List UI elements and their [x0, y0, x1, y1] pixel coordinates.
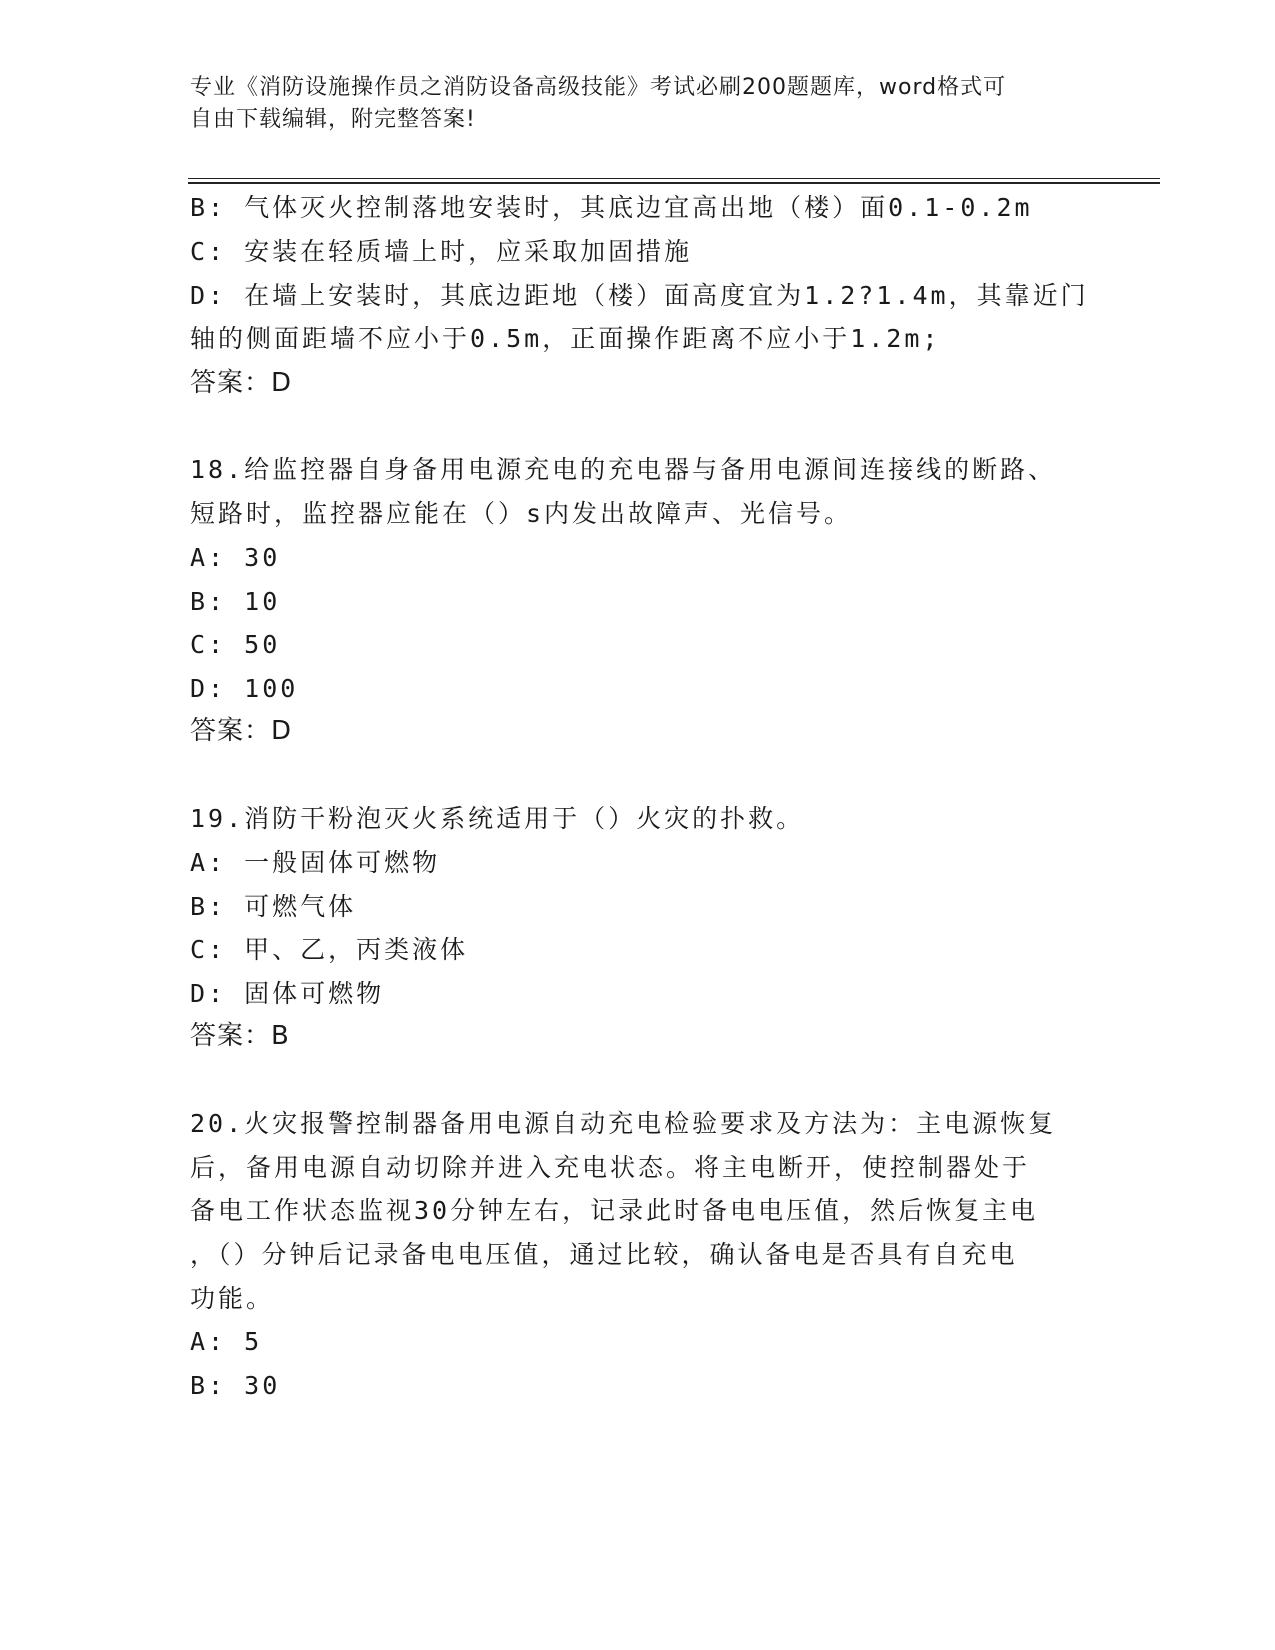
question-text-line-4: ，（）分钟后记录备电电压值，通过比较，确认备电是否具有自充电 — [190, 1240, 1018, 1269]
option-c: C: 甲、乙，丙类液体 — [190, 935, 469, 964]
option-d: D: 100 — [190, 674, 299, 703]
question-text-line-2: 短路时，监控器应能在（）s内发出故障声、光信号。 — [190, 499, 853, 528]
header-divider-thick — [188, 182, 1160, 184]
option-d-line-2: 轴的侧面距墙不应小于0.5m，正面操作距离不应小于1.2m; — [190, 324, 941, 353]
option-d: D: 固体可燃物 — [190, 979, 385, 1008]
option-a: A: 30 — [190, 543, 281, 572]
question-text-line-1: 20.火灾报警控制器备用电源自动充电检验要求及方法为：主电源恢复 — [190, 1109, 1057, 1138]
option-d-line-1: D: 在墙上安装时，其底边距地（楼）面高度宜为1.2?1.4m，其靠近门 — [190, 281, 1089, 310]
option-b: B: 气体灭火控制落地安装时，其底边宜高出地（楼）面0.1-0.2m — [190, 193, 1033, 222]
question-text-line-1: 18.给监控器自身备用电源充电的充电器与备用电源间连接线的断路、 — [190, 455, 1057, 484]
option-c: C: 50 — [190, 630, 281, 659]
answer: 答案：D — [190, 368, 293, 398]
header-line-1: 专业《消防设施操作员之消防设备高级技能》考试必刷200题题库，word格式可 — [190, 75, 1007, 100]
option-b: B: 30 — [190, 1371, 281, 1400]
answer: 答案：B — [190, 1021, 290, 1051]
option-c: C: 安装在轻质墙上时，应采取加固措施 — [190, 237, 693, 266]
option-a: A: 一般固体可燃物 — [190, 848, 441, 877]
question-text-line-2: 后，备用电源自动切除并进入充电状态。将主电断开，使控制器处于 — [190, 1153, 1031, 1182]
question-text-line-1: 19.消防干粉泡灭火系统适用于（）火灾的扑救。 — [190, 804, 805, 833]
header-line-2: 自由下载编辑，附完整答案! — [190, 107, 476, 132]
question-text-line-3: 备电工作状态监视30分钟左右，记录此时备电电压值，然后恢复主电 — [190, 1196, 1039, 1225]
option-b: B: 10 — [190, 587, 281, 616]
question-text-line-5: 功能。 — [190, 1284, 275, 1313]
option-a: A: 5 — [190, 1327, 263, 1356]
document-header — [190, 72, 1090, 136]
option-b: B: 可燃气体 — [190, 892, 357, 921]
header-divider-thin — [188, 178, 1160, 179]
answer: 答案：D — [190, 716, 293, 746]
